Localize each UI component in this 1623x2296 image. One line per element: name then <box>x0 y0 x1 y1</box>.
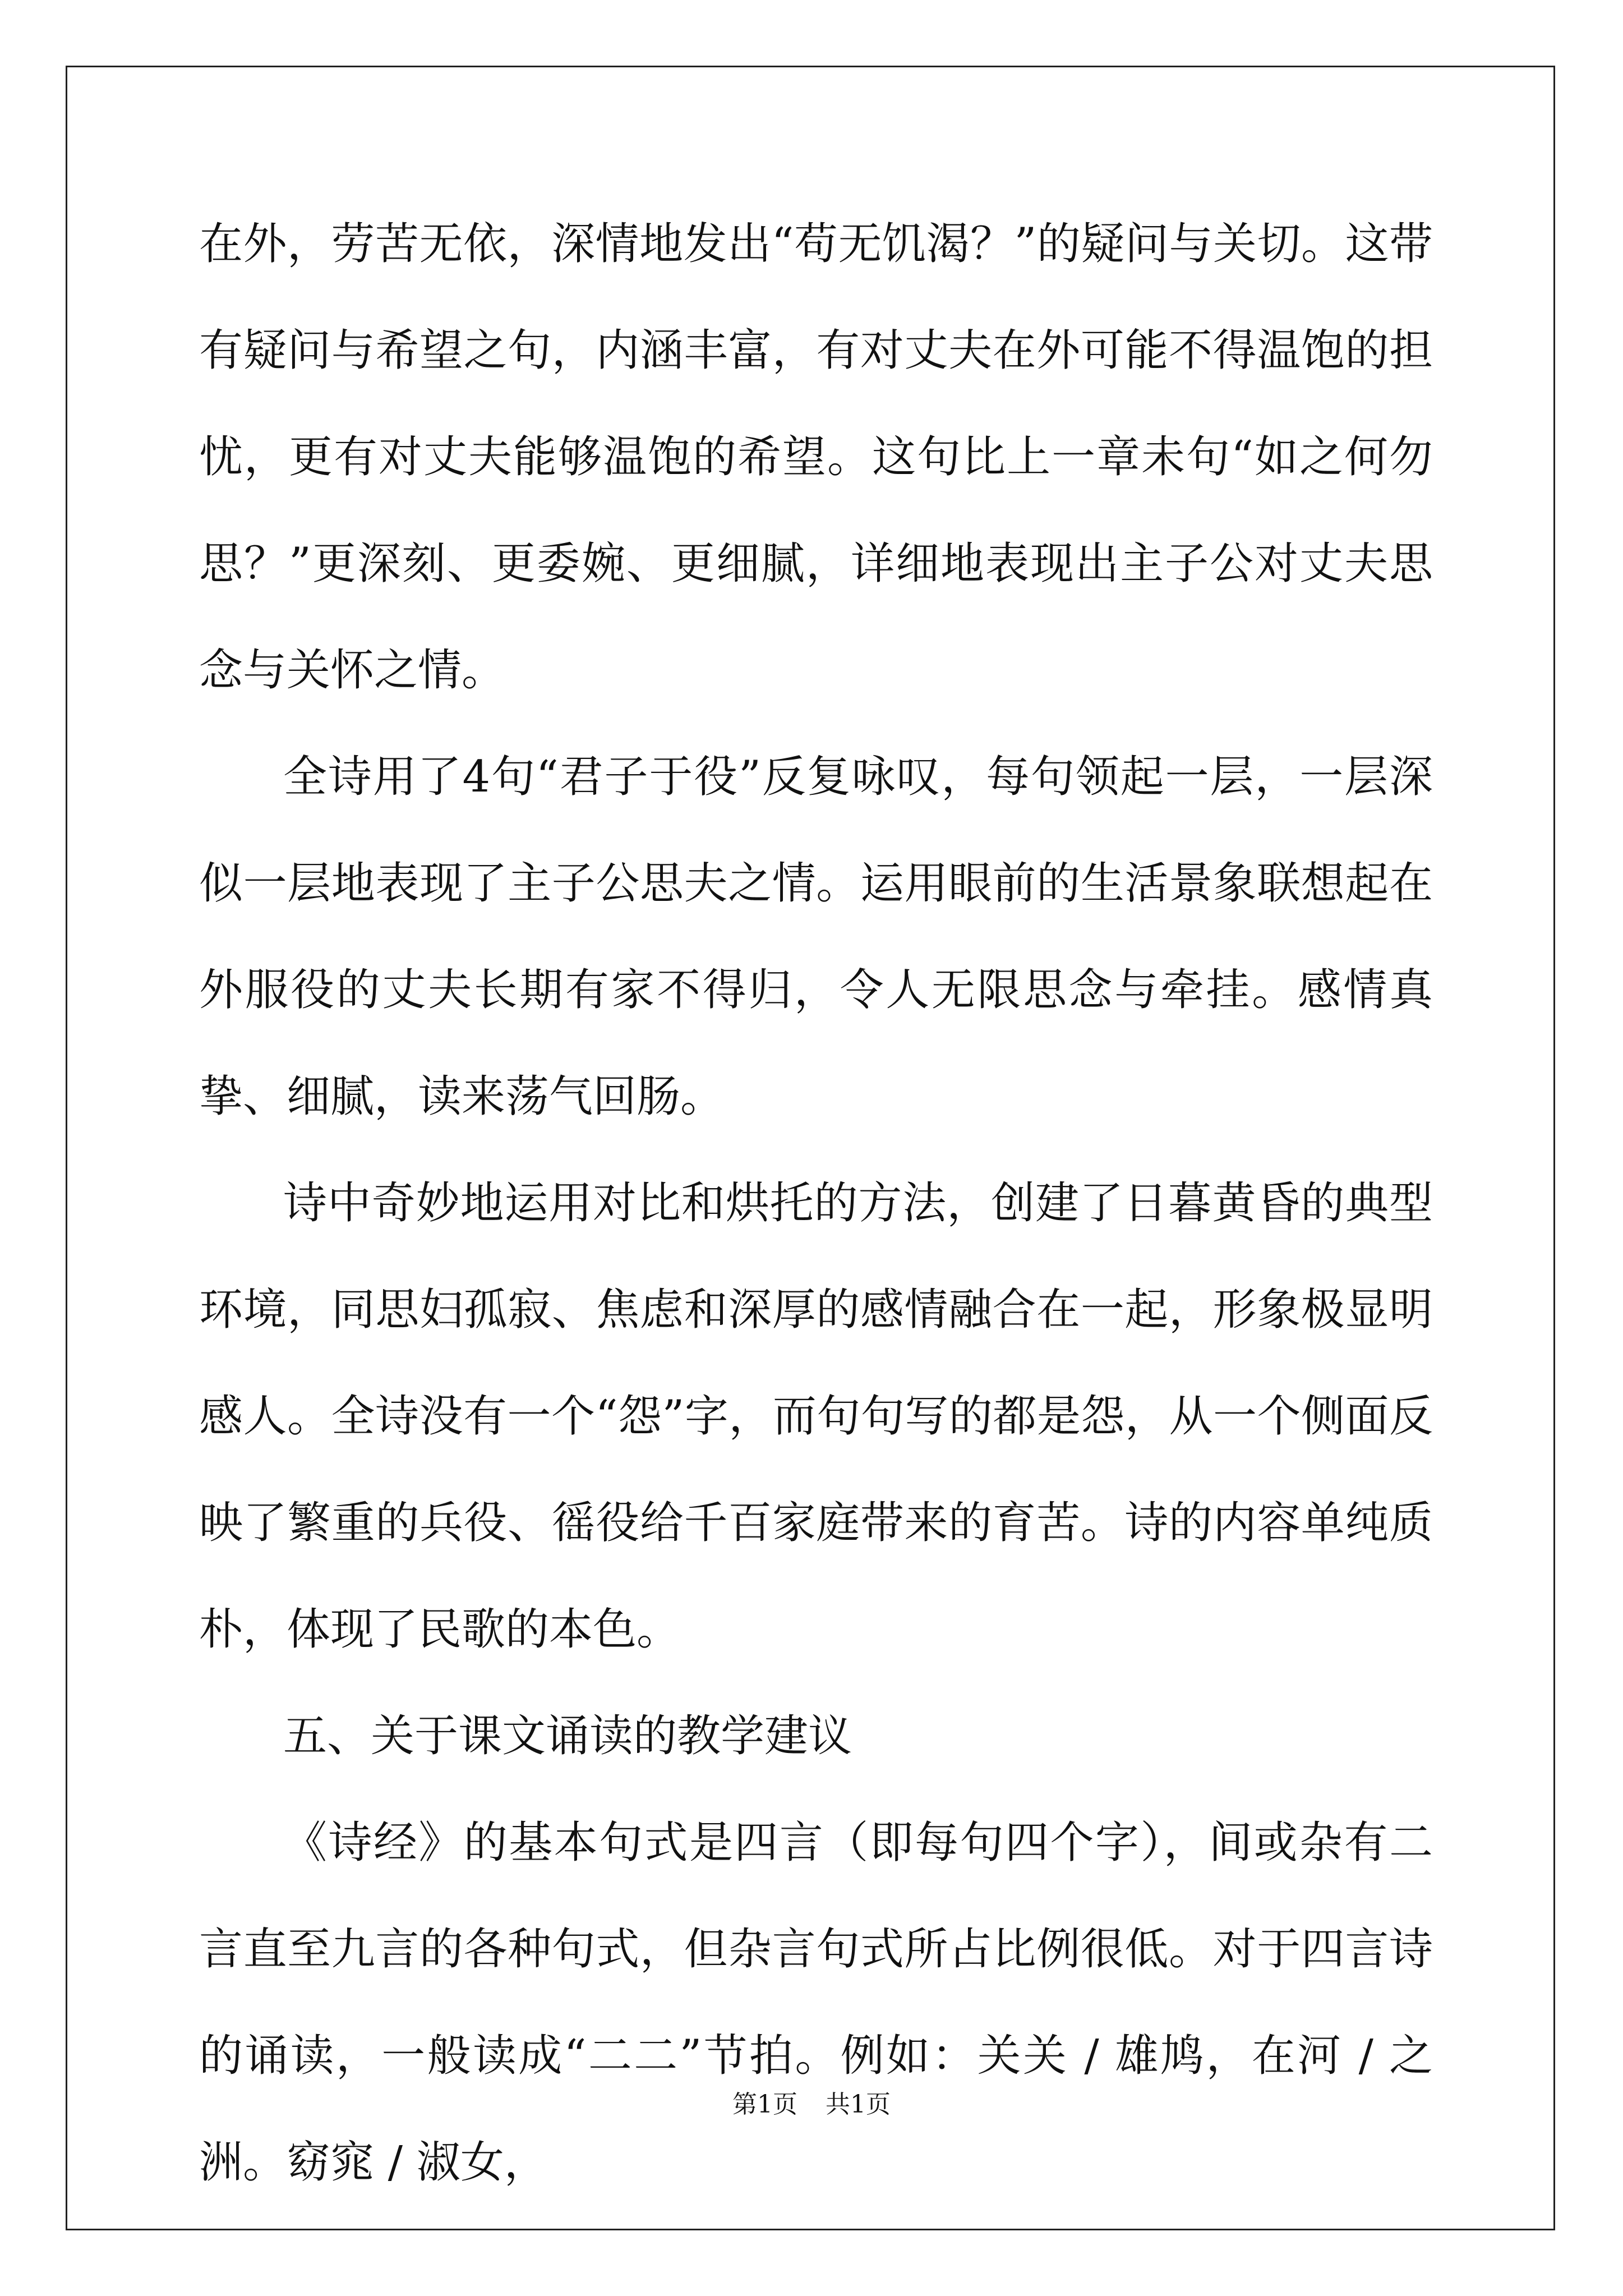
document-body <box>199 191 1433 2216</box>
page-number: 第1页 <box>732 2090 797 2119</box>
paragraph-3: 诗中奇妙地运用对比和烘托的方法，创建了日暮黄昏的典型环境，同思妇孤寂、焦虑和深厚的感情融合在一起，形象极显明感人。全诗没有一个“怨”字，而句句写的都是怨，从一个侧面反映了繁重的兵役、徭役给千百家庭带来的育苦。诗的内容单纯质朴，体现了民歌的本色。 <box>199 1178 1433 1655</box>
section-heading: 五、关于课文诵读的教学建议 <box>283 1711 852 1761</box>
paragraph-2: 全诗用了4句“君子于役”反复咏叹，每句领起一层，一层深似一层地表现了主子公思夫之情。运用眼前的生活景象联想起在外服役的丈夫长期有家不得归，令人无限思念与牵挂。感情真挚、细腻，读来荡气回肠。 <box>199 752 1433 1122</box>
page-total: 共1页 <box>826 2090 891 2119</box>
paragraph-1: 在外，劳苦无依，深情地发出“苟无饥渴？”的疑问与关切。这带有疑问与希望之句，内涵丰富，有对丈夫在外可能不得温饱的担忧，更有对丈夫能够温饱的希望。这句比上一章未句“如之何勿思？”更深刻、更委婉、更细腻，详细地表现出主子公对丈夫思念与关怀之情。 <box>199 219 1433 696</box>
paragraph-4: 《诗经》的基本句式是四言（即每句四个字），间或杂有二言直至九言的各种句式，但杂言句式所占比例很低。对于四言诗的诵读，一般读成“二二”节拍。例如：关关 / 雄鸠，在河 / 之洲。窈窕 / 淑女， <box>199 1818 1433 2188</box>
page-footer <box>0 2084 1623 2120</box>
